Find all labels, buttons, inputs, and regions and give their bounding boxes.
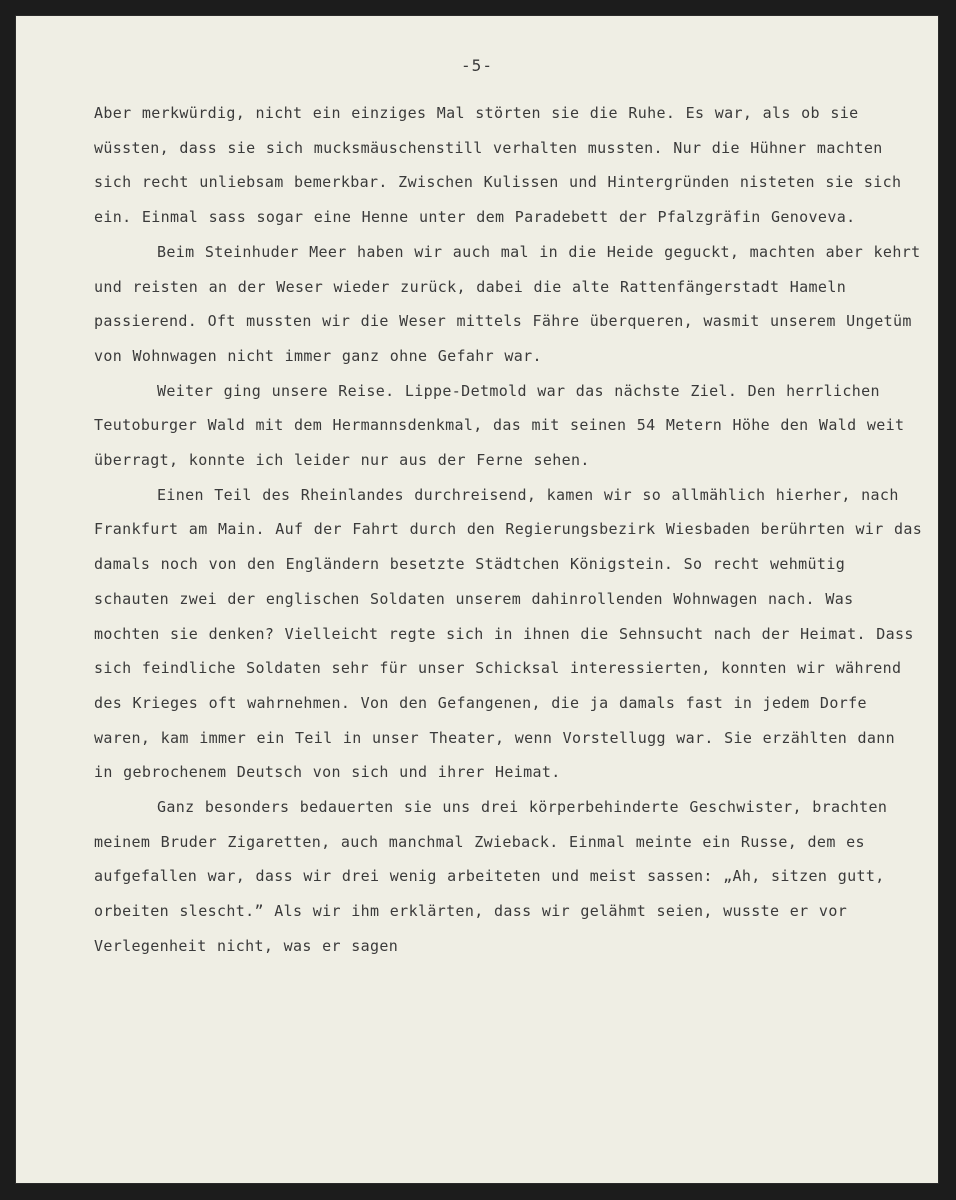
page-body [94,96,924,964]
page-number: -5- [461,56,493,75]
document-page [16,16,938,1183]
paragraph: Weiter ging unsere Reise. Lippe-Detmold war das nächste Ziel. Den herrlichen Teutoburger Wald mit dem Hermannsdenkmal, das mit seinen 54 Metern Höhe den Wald weit überragt, konnte ich leider nur aus der Ferne sehen. [94,381,905,470]
paragraph: Aber merkwürdig, nicht ein einziges Mal störten sie die Ruhe. Es war, als ob sie wüssten, dass sie sich mucksmäuschenstill verhalten mussten. Nur die Hühner machten sich recht unliebsam bemerkbar. Zwischen Kulissen und Hintergründen nisteten sie sich ein. Einmal sass sogar eine Henne unter dem Paradebett der Pfalzgräfin Genoveva. [94,104,902,227]
paragraph: Einen Teil des Rheinlandes durchreisend, kamen wir so allmählich hierher, nach Frankfurt am Main. Auf der Fahrt durch den Regierungsbezirk Wiesbaden berührten wir das damals noch von den Engländern besetzte Städtchen Königstein. So recht wehmütig schauten zwei der englischen Soldaten unserem dahinrollenden Wohnwagen nach. Was mochten sie denken? Vielleicht regte sich in ihnen die Sehnsucht nach der Heimat. Dass sich feindliche Soldaten sehr für unser Schicksal interessierten, konnten wir während des Krieges oft wahrnehmen. Von den Gefangenen, die ja damals fast in jedem Dorfe waren, kam immer ein Teil in unser Theater, wenn Vorstellugg war. Sie erzählten dann in gebrochenem Deutsch von sich und ihrer Heimat. [94,485,923,782]
paragraph: Beim Steinhuder Meer haben wir auch mal in die Heide geguckt, machten aber kehrt und reisten an der Weser wieder zurück, dabei die alte Rattenfängerstadt Hameln passierend. Oft mussten wir die Weser mittels Fähre überqueren, wasmit unserem Ungetüm von Wohnwagen nicht immer ganz ohne Gefahr war. [94,242,921,365]
paragraph: Ganz besonders bedauerten sie uns drei körperbehinderte Geschwister, brachten meinem Bruder Zigaretten, auch manchmal Zwieback. Einmal meinte ein Russe, dem es aufgefallen war, dass wir drei wenig arbeiteten und meist sassen: „Ah, sitzen gutt, orbeiten slescht.” Als wir ihm erklärten, dass wir gelähmt seien, wusste er vor Verlegenheit nicht, was er sagen [94,798,888,955]
